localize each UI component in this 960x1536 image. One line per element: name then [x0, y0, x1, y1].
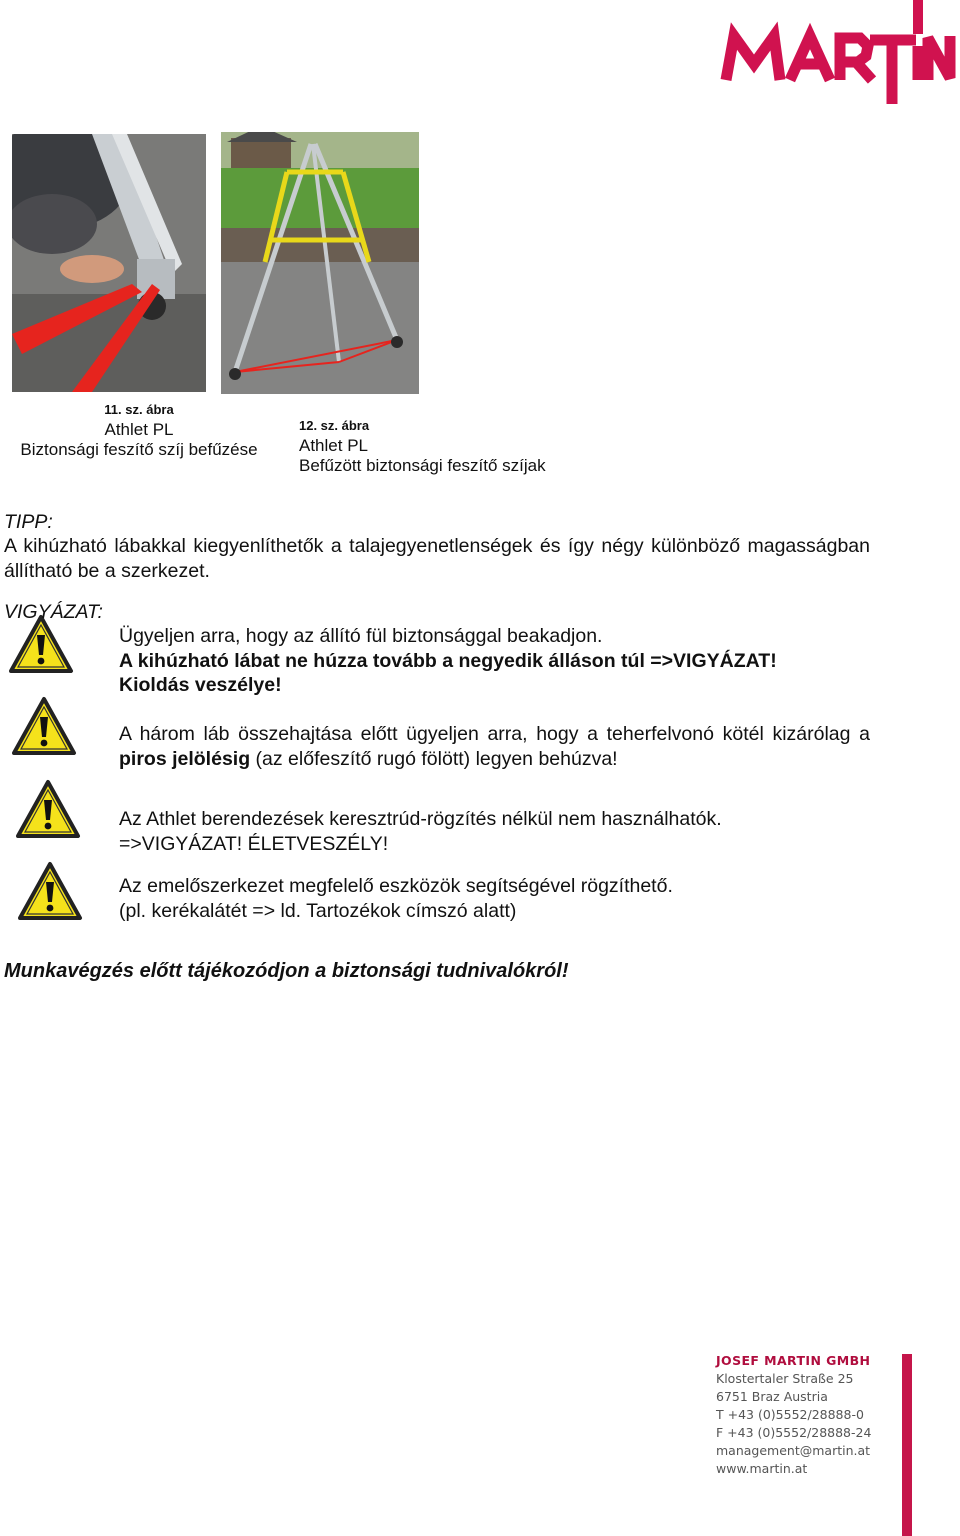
company-fax: F +43 (0)5552/28888-24 — [716, 1425, 872, 1440]
figure-12-number: 12. sz. ábra — [299, 418, 370, 433]
company-address-block — [716, 1352, 896, 1478]
warning-4-note: (pl. kerékalátét => ld. Tartozékok címszó alatt) — [119, 899, 517, 922]
figure-11-title: Athlet PL — [104, 420, 174, 439]
tipp-label: TIPP: — [4, 511, 53, 533]
warning-4-text: Az emelőszerkezet megfelelő eszközök segítségével rögzíthető. — [119, 875, 673, 897]
warning-icon — [14, 778, 82, 840]
figure-11-photo — [12, 134, 206, 392]
warning-1-bold-b: Kioldás veszélye! — [119, 674, 282, 696]
figure-11-text: Biztonsági feszítő szíj befűzése — [20, 440, 258, 459]
figure-12-title: Athlet PL — [299, 436, 368, 455]
final-safety-note: Munkavégzés előtt tájékozódjon a biztonsági tudnivalókról! — [4, 960, 569, 982]
figure-12-caption — [299, 416, 599, 476]
company-email: management@martin.at — [716, 1443, 871, 1458]
martin-logo — [720, 0, 960, 112]
footer-accent-bar — [902, 1354, 912, 1536]
figure-11-number: 11. sz. ábra — [104, 402, 174, 417]
warning-2-pre: A három láb összehajtása előtt ügyeljen arra, hogy a teherfelvonó kötél kizárólag a — [119, 723, 870, 745]
company-phone: T +43 (0)5552/28888-0 — [716, 1407, 864, 1422]
warning-4 — [119, 874, 879, 923]
warning-1-bold-a: A kihúzható lábat ne húzza tovább a negyedik álláson túl =>VIGYÁZAT! — [119, 649, 777, 672]
warning-icon — [10, 695, 78, 757]
company-website: www.martin.at — [716, 1461, 808, 1476]
company-city: 6751 Braz Austria — [716, 1389, 828, 1404]
tipp-text: A kihúzható lábakkal kiegyenlíthetők a talajegyenetlenségek és így négy különböző magasságban állítható be a szerkezet. — [4, 535, 870, 582]
figure-12-text: Befűzött biztonsági feszítő szíjak — [299, 456, 546, 475]
warning-1-text: Ügyeljen arra, hogy az állító fül biztonsággal beakadjon. — [119, 625, 603, 647]
warning-2-post: (az előfeszítő rugó fölött) legyen behúzva! — [250, 747, 618, 770]
warning-3 — [119, 807, 879, 856]
company-name: JOSEF MARTIN GMBH — [716, 1353, 871, 1368]
figure-12-photo — [221, 132, 419, 394]
warning-icon — [16, 860, 84, 922]
figure-11-caption — [4, 400, 274, 460]
company-street: Klostertaler Straße 25 — [716, 1371, 854, 1386]
warning-2 — [119, 722, 870, 771]
warning-3-alert: =>VIGYÁZAT! ÉLETVESZÉLY! — [119, 832, 389, 855]
warning-2-bold: piros jelölésig — [119, 747, 251, 770]
warning-3-text: Az Athlet berendezések keresztrúd-rögzítés nélkül nem használhatók. — [119, 808, 722, 830]
warning-1 — [119, 624, 879, 698]
vigyazat-label: VIGYÁZAT: — [4, 601, 103, 623]
